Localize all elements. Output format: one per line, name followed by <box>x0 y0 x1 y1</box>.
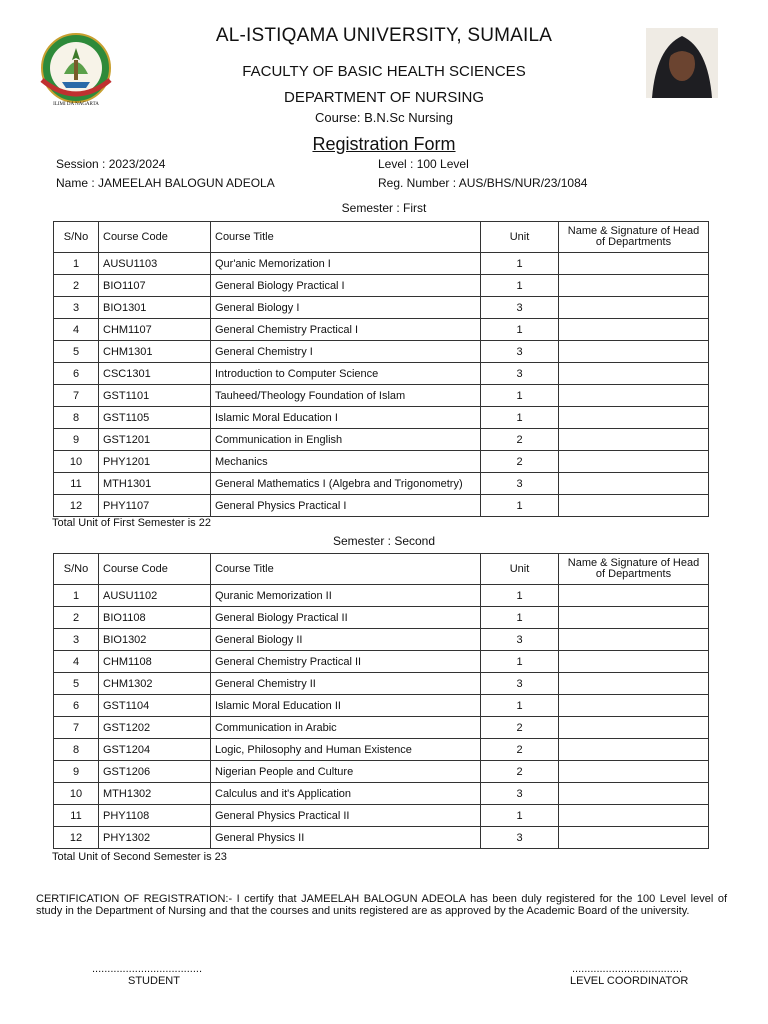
course-sno: 7 <box>54 385 99 407</box>
table-row <box>54 407 709 429</box>
course-title: General Physics Practical I <box>211 495 481 517</box>
course-code: AUSU1102 <box>99 585 211 607</box>
col-sno: S/No <box>54 222 99 253</box>
course-title: Logic, Philosophy and Human Existence <box>211 739 481 761</box>
col-code: Course Code <box>99 554 211 585</box>
session-info: Session : 2023/2024 <box>56 157 166 171</box>
second-semester-table <box>53 553 709 849</box>
course-name: Course: B.N.Sc Nursing <box>315 110 453 125</box>
coordinator-signature-line: .................................... <box>572 963 683 975</box>
first-semester-label: Semester : First <box>341 201 427 215</box>
course-code: AUSU1103 <box>99 253 211 275</box>
course-sno: 10 <box>54 783 99 805</box>
table-row <box>54 805 709 827</box>
table-row <box>54 275 709 297</box>
form-title: Registration Form <box>312 134 456 154</box>
course-title: General Biology Practical I <box>211 275 481 297</box>
signature-cell <box>559 319 709 341</box>
table-row <box>54 695 709 717</box>
reg-number: Reg. Number : AUS/BHS/NUR/23/1084 <box>378 176 588 190</box>
course-code: BIO1108 <box>99 607 211 629</box>
table-row <box>54 783 709 805</box>
table-row <box>54 363 709 385</box>
course-title: General Biology I <box>211 297 481 319</box>
course-title: General Mathematics I (Algebra and Trigonometry) <box>211 473 481 495</box>
signature-cell <box>559 385 709 407</box>
course-code: BIO1301 <box>99 297 211 319</box>
col-unit: Unit <box>481 554 559 585</box>
course-title: Qur'anic Memorization I <box>211 253 481 275</box>
signature-cell <box>559 761 709 783</box>
course-unit: 1 <box>481 253 559 275</box>
signature-cell <box>559 407 709 429</box>
course-sno: 2 <box>54 275 99 297</box>
course-title: General Biology II <box>211 629 481 651</box>
course-code: MTH1301 <box>99 473 211 495</box>
course-code: CHM1302 <box>99 673 211 695</box>
course-code: CSC1301 <box>99 363 211 385</box>
signature-cell <box>559 495 709 517</box>
course-title: Islamic Moral Education II <box>211 695 481 717</box>
col-signature: Name & Signature of Head of Departments <box>559 554 709 585</box>
course-unit: 1 <box>481 651 559 673</box>
course-code: CHM1108 <box>99 651 211 673</box>
course-code: GST1104 <box>99 695 211 717</box>
table-header-row <box>54 222 709 253</box>
course-unit: 1 <box>481 585 559 607</box>
course-sno: 3 <box>54 297 99 319</box>
col-title: Course Title <box>211 222 481 253</box>
table-row <box>54 473 709 495</box>
course-sno: 5 <box>54 341 99 363</box>
coordinator-signature-label: LEVEL COORDINATOR <box>570 975 689 987</box>
course-unit: 3 <box>481 783 559 805</box>
col-unit: Unit <box>481 222 559 253</box>
course-unit: 1 <box>481 407 559 429</box>
signature-cell <box>559 341 709 363</box>
course-title: Calculus and it's Application <box>211 783 481 805</box>
course-title: General Chemistry II <box>211 673 481 695</box>
course-title: General Physics Practical II <box>211 805 481 827</box>
course-unit: 3 <box>481 629 559 651</box>
student-signature-label: STUDENT <box>128 975 180 987</box>
course-unit: 1 <box>481 805 559 827</box>
course-code: PHY1201 <box>99 451 211 473</box>
course-unit: 3 <box>481 363 559 385</box>
course-unit: 1 <box>481 319 559 341</box>
table-row <box>54 651 709 673</box>
course-sno: 2 <box>54 607 99 629</box>
level-info: Level : 100 Level <box>378 157 469 171</box>
signature-cell <box>559 253 709 275</box>
course-unit: 1 <box>481 495 559 517</box>
table-row <box>54 585 709 607</box>
course-unit: 2 <box>481 429 559 451</box>
course-title: Tauheed/Theology Foundation of Islam <box>211 385 481 407</box>
signature-cell <box>559 585 709 607</box>
course-unit: 2 <box>481 451 559 473</box>
table-row <box>54 429 709 451</box>
signature-cell <box>559 805 709 827</box>
course-title: General Physics II <box>211 827 481 849</box>
second-semester-total: Total Unit of Second Semester is 23 <box>52 851 227 863</box>
certification-text: CERTIFICATION OF REGISTRATION:- I certify that JAMEELAH BALOGUN ADEOLA has been duly registered for the 100 Level level of study in the Department of Nursing and that the courses and units registered are as approved by the Academic Board of the university. <box>36 893 727 917</box>
course-code: PHY1302 <box>99 827 211 849</box>
course-unit: 3 <box>481 341 559 363</box>
course-sno: 11 <box>54 473 99 495</box>
course-sno: 8 <box>54 739 99 761</box>
table-row <box>54 629 709 651</box>
table-row <box>54 319 709 341</box>
course-title: General Biology Practical II <box>211 607 481 629</box>
student-signature-line: .................................... <box>92 963 203 975</box>
table-row <box>54 297 709 319</box>
signature-cell <box>559 451 709 473</box>
first-semester-table <box>53 221 709 517</box>
course-sno: 3 <box>54 629 99 651</box>
course-code: GST1202 <box>99 717 211 739</box>
course-unit: 3 <box>481 473 559 495</box>
course-title: Introduction to Computer Science <box>211 363 481 385</box>
course-title: Mechanics <box>211 451 481 473</box>
course-unit: 2 <box>481 717 559 739</box>
signature-cell <box>559 607 709 629</box>
table-row <box>54 827 709 849</box>
course-sno: 12 <box>54 827 99 849</box>
signature-cell <box>559 651 709 673</box>
second-semester-label: Semester : Second <box>332 534 436 548</box>
course-title: Nigerian People and Culture <box>211 761 481 783</box>
table-row <box>54 607 709 629</box>
course-sno: 9 <box>54 761 99 783</box>
course-title: Communication in English <box>211 429 481 451</box>
signature-cell <box>559 695 709 717</box>
course-code: PHY1108 <box>99 805 211 827</box>
course-sno: 6 <box>54 695 99 717</box>
signature-cell <box>559 629 709 651</box>
course-code: GST1105 <box>99 407 211 429</box>
faculty-name: FACULTY OF BASIC HEALTH SCIENCES <box>242 63 526 80</box>
course-unit: 3 <box>481 297 559 319</box>
university-name: AL-ISTIQAMA UNIVERSITY, SUMAILA <box>215 25 553 46</box>
course-unit: 1 <box>481 695 559 717</box>
course-sno: 1 <box>54 253 99 275</box>
course-sno: 11 <box>54 805 99 827</box>
course-code: GST1201 <box>99 429 211 451</box>
signature-cell <box>559 275 709 297</box>
course-unit: 2 <box>481 739 559 761</box>
col-signature: Name & Signature of Head of Departments <box>559 222 709 253</box>
table-row <box>54 451 709 473</box>
course-title: Quranic Memorization II <box>211 585 481 607</box>
course-unit: 1 <box>481 607 559 629</box>
course-title: General Chemistry Practical II <box>211 651 481 673</box>
col-code: Course Code <box>99 222 211 253</box>
col-sno: S/No <box>54 554 99 585</box>
logo-motto: ILIMI DA NAGARTA <box>53 102 99 107</box>
course-code: BIO1107 <box>99 275 211 297</box>
table-row <box>54 717 709 739</box>
course-code: CHM1301 <box>99 341 211 363</box>
table-row <box>54 385 709 407</box>
course-sno: 4 <box>54 651 99 673</box>
table-row <box>54 253 709 275</box>
student-name: Name : JAMEELAH BALOGUN ADEOLA <box>56 176 275 190</box>
course-title: General Chemistry I <box>211 341 481 363</box>
course-code: GST1101 <box>99 385 211 407</box>
department-name: DEPARTMENT OF NURSING <box>283 89 485 106</box>
course-code: MTH1302 <box>99 783 211 805</box>
table-row <box>54 673 709 695</box>
course-sno: 5 <box>54 673 99 695</box>
course-code: GST1204 <box>99 739 211 761</box>
first-semester-total: Total Unit of First Semester is 22 <box>52 517 211 529</box>
course-sno: 1 <box>54 585 99 607</box>
table-header-row <box>54 554 709 585</box>
course-title: General Chemistry Practical I <box>211 319 481 341</box>
signature-cell <box>559 473 709 495</box>
course-unit: 2 <box>481 761 559 783</box>
table-row <box>54 739 709 761</box>
course-sno: 10 <box>54 451 99 473</box>
course-sno: 9 <box>54 429 99 451</box>
signature-cell <box>559 717 709 739</box>
course-unit: 3 <box>481 673 559 695</box>
course-code: PHY1107 <box>99 495 211 517</box>
table-row <box>54 341 709 363</box>
table-row <box>54 495 709 517</box>
course-code: GST1206 <box>99 761 211 783</box>
signature-cell <box>559 673 709 695</box>
course-unit: 1 <box>481 275 559 297</box>
signature-cell <box>559 739 709 761</box>
course-title: Islamic Moral Education I <box>211 407 481 429</box>
course-code: BIO1302 <box>99 629 211 651</box>
signature-cell <box>559 363 709 385</box>
signature-cell <box>559 827 709 849</box>
course-sno: 8 <box>54 407 99 429</box>
signature-cell <box>559 783 709 805</box>
course-sno: 7 <box>54 717 99 739</box>
table-row <box>54 761 709 783</box>
course-unit: 3 <box>481 827 559 849</box>
col-title: Course Title <box>211 554 481 585</box>
signature-cell <box>559 429 709 451</box>
course-title: Communication in Arabic <box>211 717 481 739</box>
signature-cell <box>559 297 709 319</box>
course-sno: 12 <box>54 495 99 517</box>
course-sno: 6 <box>54 363 99 385</box>
course-unit: 1 <box>481 385 559 407</box>
course-sno: 4 <box>54 319 99 341</box>
course-code: CHM1107 <box>99 319 211 341</box>
